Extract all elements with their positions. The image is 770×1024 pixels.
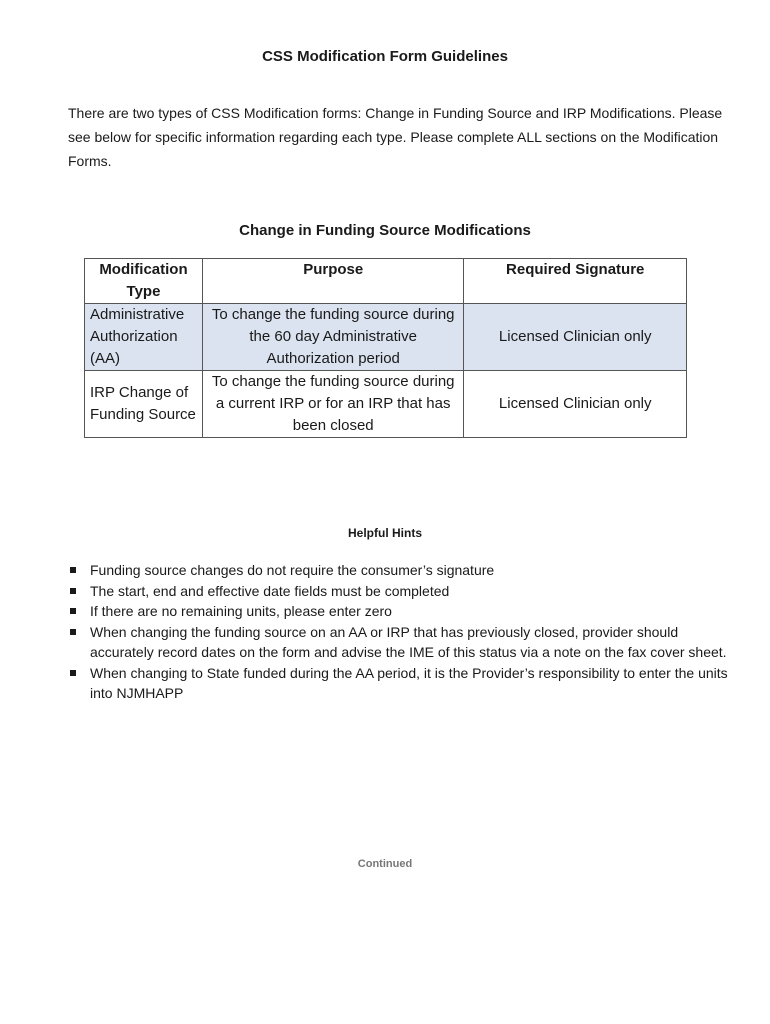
cell-signature: Licensed Clinician only	[464, 304, 687, 371]
header-purpose: Purpose	[202, 259, 463, 304]
intro-paragraph: There are two types of CSS Modification forms: Change in Funding Source and IRP Modifications. Please see below for specific information regarding each type. Please complete ALL sections on the Modification Forms.	[68, 105, 723, 169]
square-bullet-icon	[70, 567, 76, 573]
hint-text: When changing to State funded during the AA period, it is the Provider’s responsibility to enter the units into NJMHAPP	[90, 664, 728, 701]
cell-purpose: To change the funding source during a current IRP or for an IRP that has been closed	[202, 371, 463, 438]
list-item	[68, 663, 728, 704]
square-bullet-icon	[70, 608, 76, 614]
hints-list	[68, 560, 728, 704]
square-bullet-icon	[70, 670, 76, 676]
square-bullet-icon	[70, 629, 76, 635]
hints-title: Helpful Hints	[348, 526, 422, 540]
list-item	[68, 560, 728, 581]
header-required-signature: Required Signature	[464, 259, 687, 304]
page-title: CSS Modification Form Guidelines	[262, 48, 508, 65]
table-row	[85, 304, 687, 371]
list-item	[68, 622, 728, 663]
table-header-row	[85, 259, 687, 304]
hint-text: If there are no remaining units, please enter zero	[90, 603, 392, 619]
section-title: Change in Funding Source Modifications	[239, 222, 531, 239]
footer-continued: Continued	[357, 858, 413, 870]
list-item	[68, 601, 728, 622]
cell-type: Administrative Authorization (AA)	[85, 304, 203, 371]
header-modification-type: Modification Type	[85, 259, 203, 304]
cell-type: IRP Change of Funding Source	[85, 371, 203, 438]
cell-signature: Licensed Clinician only	[464, 371, 687, 438]
table-row	[85, 371, 687, 438]
hint-text: Funding source changes do not require the consumer’s signature	[90, 562, 495, 578]
hint-text: The start, end and effective date fields must be completed	[90, 582, 450, 599]
square-bullet-icon	[70, 588, 76, 594]
list-item	[68, 581, 728, 602]
modifications-table	[84, 258, 687, 438]
cell-purpose: To change the funding source during the 60 day Administrative Authorization period	[202, 304, 463, 371]
hint-text: When changing the funding source on an AA or IRP that has previously closed, provider should accurately record dates on the form and advise the IME of this status via a note on the fax cover sheet.	[90, 623, 727, 660]
